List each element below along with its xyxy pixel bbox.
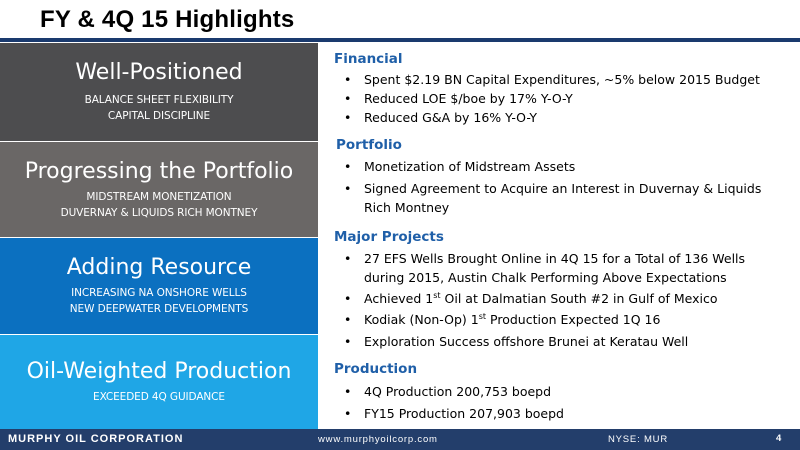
bullet-icon: • — [344, 91, 352, 106]
list-item: • Signed Agreement to Acquire an Interest in Duvernay & Liquids Rich Montney — [344, 181, 762, 215]
list-item: • Achieved 1st Oil at Dalmatian South #2 in Gulf of Mexico — [344, 291, 718, 306]
bullet-icon: • — [344, 334, 352, 349]
list-item: • Spent $2.19 BN Capital Expenditures, ~5% below 2015 Budget — [344, 72, 760, 87]
list-item: • Exploration Success offshore Brunei at Keratau Well — [344, 334, 689, 349]
block-subtitle: CAPITAL DISCIPLINE — [107, 110, 211, 122]
block-well-positioned — [0, 43, 318, 141]
bullet-icon: • — [344, 312, 352, 327]
list-item: • Reduced G&A by 16% Y-O-Y — [344, 110, 538, 125]
block-title: Well-Positioned — [75, 60, 243, 85]
block-subtitle: MIDSTREAM MONETIZATION — [86, 190, 232, 203]
bullet-icon: • — [344, 159, 352, 174]
bullet-icon: • — [344, 384, 352, 399]
page-number: 4 — [776, 433, 782, 444]
bullet-icon: • — [344, 291, 352, 306]
footer-bar — [0, 429, 800, 450]
bullet-icon: • — [344, 110, 352, 125]
list-item: • Kodiak (Non-Op) 1st Production Expected 1Q 16 — [344, 312, 661, 327]
stock-ticker: NYSE: MUR — [608, 434, 668, 445]
block-progressing-portfolio — [0, 142, 318, 237]
list-item: • 4Q Production 200,753 boepd — [344, 384, 552, 399]
slide-title: FY & 4Q 15 Highlights — [40, 6, 295, 33]
highlight-blocks — [0, 43, 318, 429]
section-heading-portfolio: Portfolio — [336, 137, 402, 153]
bullet-icon: • — [344, 72, 352, 87]
block-subtitle: BALANCE SHEET FLEXIBILITY — [84, 94, 234, 106]
block-title: Progressing the Portfolio — [24, 158, 294, 184]
bullet-icon: • — [344, 406, 352, 421]
bullet-icon: • — [344, 251, 352, 266]
list-item: • Monetization of Midstream Assets — [344, 159, 576, 174]
block-title: Oil-Weighted Production — [26, 359, 292, 384]
block-subtitle: INCREASING NA ONSHORE WELLS — [71, 287, 247, 299]
bullet-icon: • — [344, 181, 352, 196]
title-divider — [0, 38, 800, 42]
list-item: • Reduced LOE $/boe by 17% Y-O-Y — [344, 91, 573, 106]
block-subtitle: DUVERNAY & LIQUIDS RICH MONTNEY — [60, 206, 258, 219]
block-subtitle: EXCEEDED 4Q GUIDANCE — [93, 391, 225, 403]
section-heading-financial: Financial — [334, 51, 403, 67]
section-heading-production: Production — [334, 361, 418, 377]
company-name: MURPHY OIL CORPORATION — [8, 433, 184, 445]
section-heading-major-projects: Major Projects — [334, 229, 444, 245]
block-subtitle: NEW DEEPWATER DEVELOPMENTS — [69, 303, 249, 315]
block-title: Adding Resource — [66, 255, 252, 280]
block-oil-weighted-production — [0, 335, 318, 429]
block-adding-resource — [0, 238, 318, 334]
list-item: • 27 EFS Wells Brought Online in 4Q 15 for a Total of 136 Wells during 2015, Austin Chalk Performing Above Expectations — [344, 251, 746, 285]
list-item: • FY15 Production 207,903 boepd — [344, 406, 564, 421]
website-link[interactable]: www.murphyoilcorp.com — [318, 434, 438, 445]
